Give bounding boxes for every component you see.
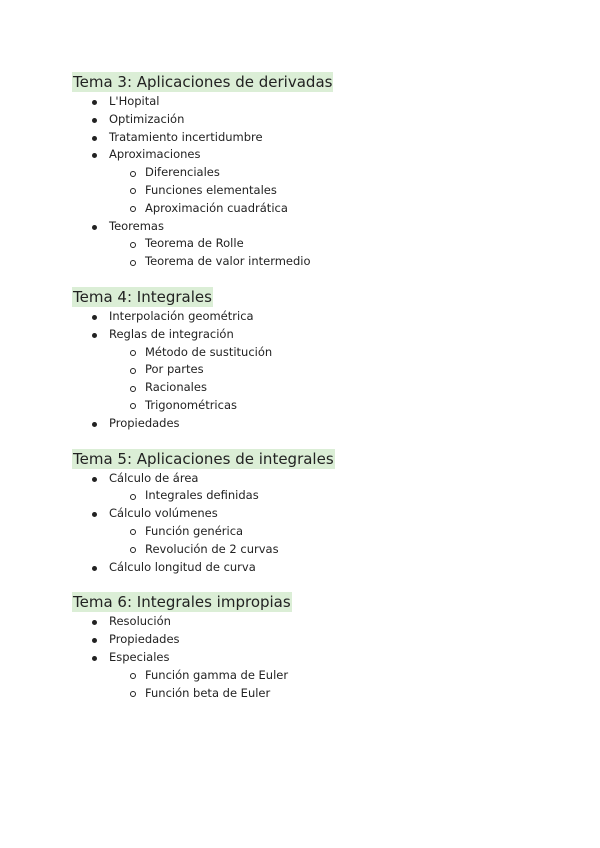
sub-list-item-label: Función genérica	[145, 523, 244, 538]
sub-list	[109, 487, 542, 505]
sub-list-item	[109, 541, 542, 559]
list-item-label: Propiedades	[109, 632, 180, 647]
list-item-label: Reglas de integración	[109, 326, 234, 341]
sub-list-item	[109, 344, 542, 362]
list-item-label: Propiedades	[109, 415, 180, 430]
sub-list-item-label: Integrales definidas	[145, 488, 259, 503]
section-tema-6	[72, 592, 542, 702]
bullet-circle-icon	[130, 386, 136, 392]
list-item	[72, 415, 542, 433]
bullet-circle-icon	[130, 242, 136, 248]
bullet-circle-icon	[130, 188, 136, 194]
bullet-dot-icon	[92, 422, 97, 427]
bullet-dot-icon	[92, 512, 97, 517]
sub-list	[109, 235, 542, 271]
sub-list-item	[109, 164, 542, 182]
bullet-circle-icon	[130, 691, 136, 697]
bullet-circle-icon	[130, 673, 136, 679]
sub-list-item-label: Funciones elementales	[145, 182, 277, 197]
sub-list-item-label: Función gamma de Euler	[145, 667, 289, 682]
sub-list-item-label: Racionales	[145, 380, 207, 395]
list-item-label: Aproximaciones	[109, 147, 201, 162]
bullet-circle-icon	[130, 368, 136, 374]
bullet-circle-icon	[130, 171, 136, 177]
sub-list-item-label: Aproximación cuadrática	[145, 200, 288, 215]
sub-list-item	[109, 182, 542, 200]
sub-list-item	[109, 379, 542, 397]
sub-list-item	[109, 253, 542, 271]
list-item-label: Tratamiento incertidumbre	[109, 129, 263, 144]
list-item-label: Cálculo volúmenes	[109, 506, 218, 521]
list-item	[72, 470, 542, 506]
list-item	[72, 129, 542, 147]
sub-list	[109, 344, 542, 415]
sub-list-item	[109, 487, 542, 505]
list-item-label: Cálculo de área	[109, 470, 199, 485]
section-heading: Tema 5: Aplicaciones de integrales	[73, 449, 334, 468]
bullet-dot-icon	[92, 638, 97, 643]
bullet-dot-icon	[92, 225, 97, 230]
bullet-dot-icon	[92, 656, 97, 661]
sub-list-item	[109, 397, 542, 415]
list-item-label: Resolución	[109, 614, 171, 629]
sub-list-item-label: Diferenciales	[145, 165, 220, 180]
list-item-label: L'Hopital	[109, 94, 160, 108]
section-tema-5	[72, 449, 542, 577]
bullet-circle-icon	[130, 350, 136, 356]
list-item	[72, 631, 542, 649]
bullet-list	[72, 93, 542, 271]
bullet-list	[72, 470, 542, 577]
section-heading: Tema 6: Integrales impropias	[73, 593, 291, 612]
list-item	[72, 93, 542, 111]
list-item	[72, 613, 542, 631]
list-item-label: Interpolación geométrica	[109, 308, 254, 323]
sub-list	[109, 164, 542, 217]
list-item	[72, 218, 542, 271]
list-item-label: Especiales	[109, 649, 170, 664]
sub-list-item-label: Teorema de Rolle	[145, 236, 244, 251]
list-item	[72, 326, 542, 415]
sub-list	[109, 523, 542, 559]
sub-list-item-label: Trigonométricas	[145, 397, 237, 412]
bullet-dot-icon	[92, 566, 97, 571]
list-item	[72, 308, 542, 326]
bullet-circle-icon	[130, 206, 136, 212]
sub-list-item-label: Por partes	[145, 362, 204, 377]
document-page	[72, 72, 542, 718]
bullet-circle-icon	[130, 494, 136, 500]
list-item-label: Optimización	[109, 111, 185, 126]
sub-list-item-label: Función beta de Euler	[145, 685, 271, 700]
bullet-circle-icon	[130, 547, 136, 553]
bullet-dot-icon	[92, 118, 97, 123]
bullet-dot-icon	[92, 620, 97, 625]
sub-list-item-label: Revolución de 2 curvas	[145, 541, 279, 556]
sub-list-item	[109, 523, 542, 541]
list-item	[72, 505, 542, 558]
bullet-dot-icon	[92, 136, 97, 141]
section-heading: Tema 3: Aplicaciones de derivadas	[73, 73, 333, 91]
bullet-circle-icon	[130, 529, 136, 535]
sub-list	[109, 667, 542, 703]
sub-list-item-label: Teorema de valor intermedio	[145, 254, 311, 269]
section-tema-3	[72, 72, 542, 271]
list-item	[72, 649, 542, 702]
bullet-circle-icon	[130, 403, 136, 409]
list-item	[72, 146, 542, 217]
bullet-list	[72, 308, 542, 433]
bullet-dot-icon	[92, 315, 97, 320]
bullet-circle-icon	[130, 260, 136, 266]
bullet-dot-icon	[92, 477, 97, 482]
list-item-label: Teoremas	[109, 218, 164, 233]
bullet-list	[72, 613, 542, 702]
sub-list-item	[109, 685, 542, 703]
sub-list-item-label: Método de sustitución	[145, 344, 273, 359]
sub-list-item	[109, 361, 542, 379]
list-item-label: Cálculo longitud de curva	[109, 559, 256, 574]
section-heading: Tema 4: Integrales	[73, 287, 212, 306]
list-item	[72, 111, 542, 129]
sub-list-item	[109, 667, 542, 685]
list-item	[72, 559, 542, 577]
sub-list-item	[109, 235, 542, 253]
bullet-dot-icon	[92, 333, 97, 338]
sub-list-item	[109, 200, 542, 218]
bullet-dot-icon	[92, 153, 97, 158]
section-tema-4	[72, 287, 542, 433]
bullet-dot-icon	[92, 100, 97, 105]
